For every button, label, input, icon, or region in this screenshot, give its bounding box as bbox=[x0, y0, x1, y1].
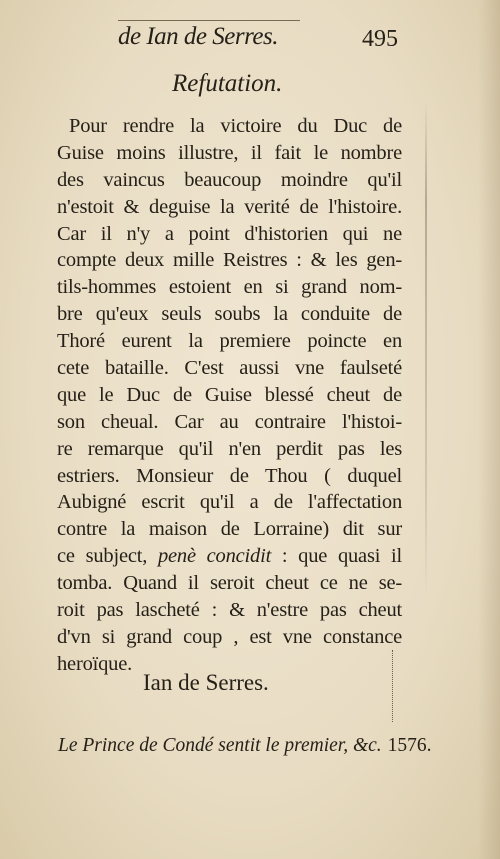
latin-phrase: penè concidit bbox=[157, 545, 272, 568]
running-head: de Ian de Serres. bbox=[118, 20, 300, 51]
text-line: contre la maison de Lorraine) dit sur bbox=[57, 518, 402, 541]
text-line: que le Duc de Guise blessé cheut de bbox=[57, 383, 402, 406]
margin-mark bbox=[392, 650, 401, 722]
text-line: compte deux mille Reistres : & les gen- bbox=[57, 249, 402, 272]
text-line: bre qu'eux seuls soubs la conduite de bbox=[57, 303, 402, 326]
text-line: heroïque. bbox=[57, 652, 133, 675]
page-edge-shadow bbox=[478, 0, 500, 859]
text-line: Car il n'y a point d'historien qui ne bbox=[57, 222, 402, 245]
signature: Ian de Serres. bbox=[143, 670, 269, 695]
margin-stain bbox=[425, 100, 427, 600]
text-fragment: : que quasi il bbox=[271, 545, 402, 568]
text-line: tomba. Quand il seroit cheut ce ne se- bbox=[57, 572, 402, 595]
catchword bbox=[58, 735, 432, 757]
text-line: Pour rendre la victoire du Duc de bbox=[69, 115, 402, 137]
catchword-text: Le Prince de Condé sentit le premier, &c. bbox=[58, 735, 382, 756]
text-line: Thoré eurent la premiere poincte en bbox=[57, 330, 402, 353]
text-line: roit pas lascheté : & n'estre pas cheut bbox=[57, 599, 402, 622]
text-line: Aubigné escrit qu'il a de l'affectation bbox=[57, 491, 402, 514]
text-fragment: ce subject, bbox=[57, 545, 158, 568]
page-number: 495 bbox=[362, 26, 398, 52]
section-title: Refutation. bbox=[172, 70, 283, 97]
text-line: des vaincus beaucoup moindre qu'il bbox=[57, 168, 402, 191]
text-line: tils-hommes estoient en si grand nom- bbox=[57, 276, 402, 299]
text-line: n'estoit & deguise la verité de l'histoire. bbox=[57, 195, 402, 218]
text-line: cete bataille. C'est aussi vne faulseté bbox=[57, 357, 402, 380]
text-line: re remarque qu'il n'en perdit pas les bbox=[57, 437, 402, 460]
body-text bbox=[57, 113, 402, 678]
text-line: son cheual. Car au contraire l'histoi- bbox=[57, 410, 402, 433]
catchword-year: 1576. bbox=[387, 735, 432, 756]
text-line: Guise moins illustre, il fait le nombre bbox=[57, 141, 402, 164]
text-line bbox=[57, 543, 402, 570]
text-line: estriers. Monsieur de Thou ( duquel bbox=[57, 464, 402, 487]
text-line: d'vn si grand coup , est vne constance bbox=[57, 625, 402, 648]
